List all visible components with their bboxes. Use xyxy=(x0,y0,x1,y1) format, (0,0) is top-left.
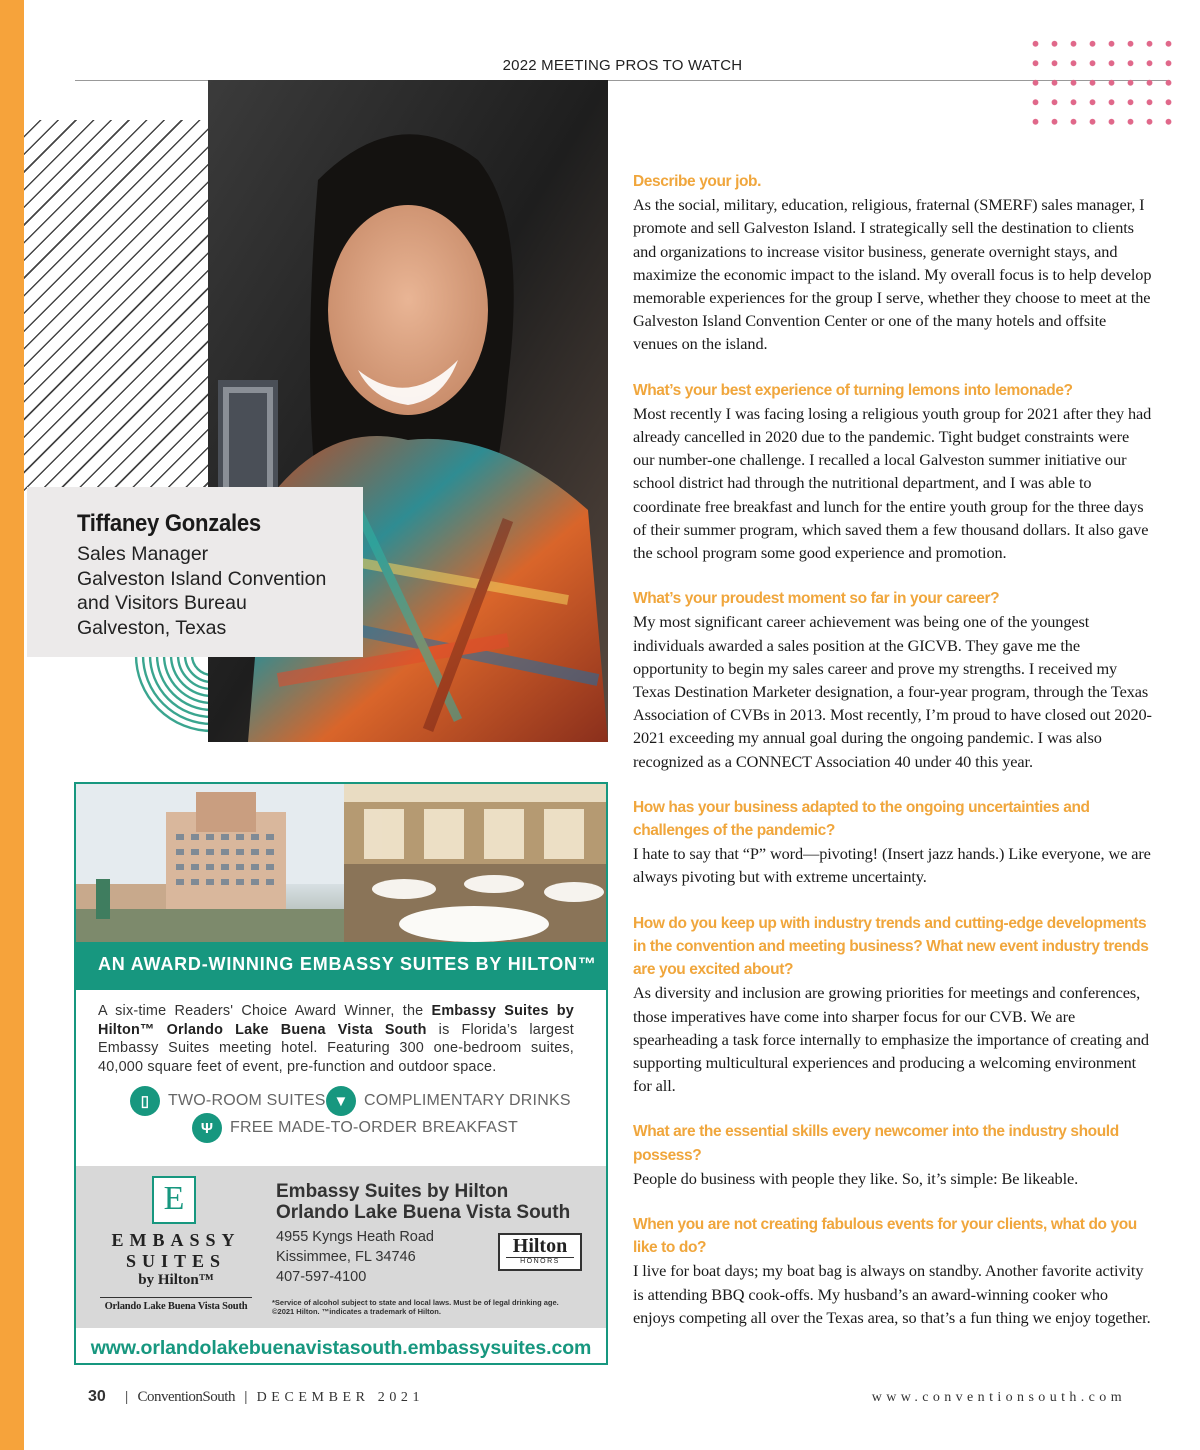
ad-description-text: is Florida’s largest Embassy Suites meeting hotel. Featuring 300 one-bedroom suites, 40,000 square feet of event, pre-function and outdoor space. xyxy=(98,1021,574,1075)
footer-separator: | xyxy=(243,1388,248,1404)
feature-label: COMPLIMENTARY DRINKS xyxy=(364,1092,571,1109)
ad-description-text: A six-time Readers' Choice Award Winner, the xyxy=(98,1003,432,1019)
profile-card xyxy=(27,487,363,657)
door-icon: ▯ xyxy=(130,1086,160,1116)
embassy-suites-logo-icon: E xyxy=(152,1176,196,1224)
ballroom-photo xyxy=(344,784,608,942)
utensils-icon: Ψ xyxy=(192,1113,222,1143)
address-line: 4955 Kyngs Heath Road xyxy=(276,1229,434,1245)
feature-complimentary-drinks xyxy=(326,1086,571,1116)
logo-location: Orlando Lake Buena Vista South xyxy=(100,1297,252,1312)
accent-side-bar xyxy=(0,0,24,1450)
logo-word: by Hilton™ xyxy=(138,1272,214,1288)
answer: As diversity and inclusion are growing priorities for meetings and conferences, those imperatives have come into sharper focus for our CVB. We are spearheading a task force internally to emphasize the importance of creating and supporting multicultural experiences and producing a welcoming environment for all. xyxy=(633,983,1149,1096)
question: What are the essential skills every newcomer into the industry should possess? xyxy=(633,1123,1119,1164)
question: How has your business adapted to the ongoing uncertainties and challenges of the pandemic? xyxy=(633,798,1090,840)
hilton-honors-logo xyxy=(498,1233,582,1271)
feature-label: TWO-ROOM SUITES xyxy=(168,1092,326,1109)
hotel-exterior-photo xyxy=(76,784,344,942)
hotel-address xyxy=(276,1227,434,1287)
ad-disclaimer: *Service of alcohol subject to state and local laws. Must be of legal drinking age. ©2021 Hilton. ™indicates a trademark of Hilton. xyxy=(272,1298,559,1316)
decorative-dot-grid xyxy=(1026,34,1176,126)
page-header xyxy=(75,57,1170,81)
profile-name: Tiffaney Gonzales xyxy=(77,510,261,537)
drink-icon: ▼ xyxy=(326,1086,356,1116)
profile-org-line1: Galveston Island Convention xyxy=(77,567,327,590)
ad-banner: AN AWARD-WINNING EMBASSY SUITES BY HILTON™ xyxy=(76,942,606,990)
address-line: Kissimmee, FL 34746 xyxy=(276,1249,416,1265)
hotel-name: Embassy Suites by Hilton Orlando Lake Buena Vista South xyxy=(276,1181,571,1223)
question: Describe your job. xyxy=(633,173,762,190)
hilton-logo-subtext: HONORS xyxy=(506,1257,574,1265)
hotel-website-link[interactable]: www.orlandolakebuenavistasouth.embassysuites.com xyxy=(90,1337,592,1359)
answer: Most recently I was facing losing a religious youth group for 2021 after they had already cancelled in 2020 due to the pandemic. Tight budget constraints were our number-one challenge. I recalled a local Galveston summer initiative our school district had through the nutritional department, and I was able to coordinate free breakfast and lunch for the entire youth group for the three days of their summer program, which saved them a few thousand dollars. It also gave the school program some good experience and promotion. xyxy=(633,403,1152,563)
answer: My most significant career achievement was being one of the youngest individuals awarded a sales position at the GICVB. They gave me the opportunity to begin my sales career and prove my strengths. I received my Texas Destination Marketer designation, a four-year program, through the Texas Association of CVBs in 2013. Most recently, I’m proud to have closed out 2020-2021 exceeding my annual goal during the ongoing pandemic. I was also recognized as a CONNECT Association 40 under 40 this year. xyxy=(633,612,1152,771)
embassy-suites-wordmark xyxy=(100,1230,252,1312)
issue-date: DECEMBER 2021 xyxy=(256,1390,425,1405)
ad-description-hotel: Embassy Suites by Hilton™ Orlando Lake Buena Vista South xyxy=(98,1003,574,1038)
hilton-logo-text: Hilton xyxy=(512,1235,568,1257)
profile-location: Galveston, Texas xyxy=(77,616,227,639)
answer: People do business with people they like. So, it’s simple: Be likeable. xyxy=(633,1168,1079,1188)
answer: I hate to say that “P” word—pivoting! (Insert jazz hands.) Like everyone, we are always pivoting but with extreme uncertainty. xyxy=(633,844,1151,887)
answer: I live for boat days; my boat bag is always on standby. Another favorite activity is attending BBQ cook-offs. My husband’s an award-winning cooker who enjoys competing all over the Texas area, so that’s a fun thing we enjoy together. xyxy=(633,1261,1151,1327)
profile-title: Sales Manager xyxy=(77,543,209,565)
answer: As the social, military, education, religious, fraternal (SMERF) sales manager, I promote and sell Galveston Island. I strategically sell the destination to clients and organizations to increase visitor business, generate overnight stays, and maximize the economic impact to the island. My overall focus is to help develop memorable experiences for the group I serve, whether they choose to meet at the Galveston Island Convention Center or one of the many hotels and offsite venues on the island. xyxy=(633,195,1152,354)
hotel-advertisement xyxy=(74,782,608,1365)
section-title: 2022 MEETING PROS TO WATCH xyxy=(502,57,743,74)
page-footer xyxy=(88,1388,424,1406)
decorative-stripes xyxy=(24,120,210,492)
question: What’s your best experience of turning lemons into lemonade? xyxy=(633,381,1073,399)
question: How do you keep up with industry trends and cutting-edge developments in the convention and meeting business? What new event industry trends are you excited about? xyxy=(633,914,1149,979)
question: What’s your proudest moment so far in your career? xyxy=(633,590,1000,608)
feature-two-room-suites xyxy=(130,1086,326,1116)
footer-separator: | xyxy=(124,1388,129,1404)
profile-org-line2: and Visitors Bureau xyxy=(77,592,247,614)
ad-contact-panel xyxy=(76,1166,606,1328)
feature-breakfast xyxy=(192,1113,518,1143)
magazine-website[interactable]: www.conventionsouth.com xyxy=(871,1390,1126,1405)
ad-description xyxy=(98,1002,574,1076)
logo-word: SUITES xyxy=(125,1251,227,1271)
decorative-arcs xyxy=(132,655,212,740)
question: When you are not creating fabulous events for your clients, what do you like to do? xyxy=(633,1215,1137,1257)
magazine-name: ConventionSouth xyxy=(137,1389,235,1405)
feature-label: FREE MADE-TO-ORDER BREAKFAST xyxy=(230,1119,519,1136)
interview-qa xyxy=(633,170,1153,1329)
logo-word: EMBASSY xyxy=(111,1230,241,1250)
hotel-phone: 407-597-4100 xyxy=(276,1269,367,1285)
page-number: 30 xyxy=(88,1388,106,1405)
